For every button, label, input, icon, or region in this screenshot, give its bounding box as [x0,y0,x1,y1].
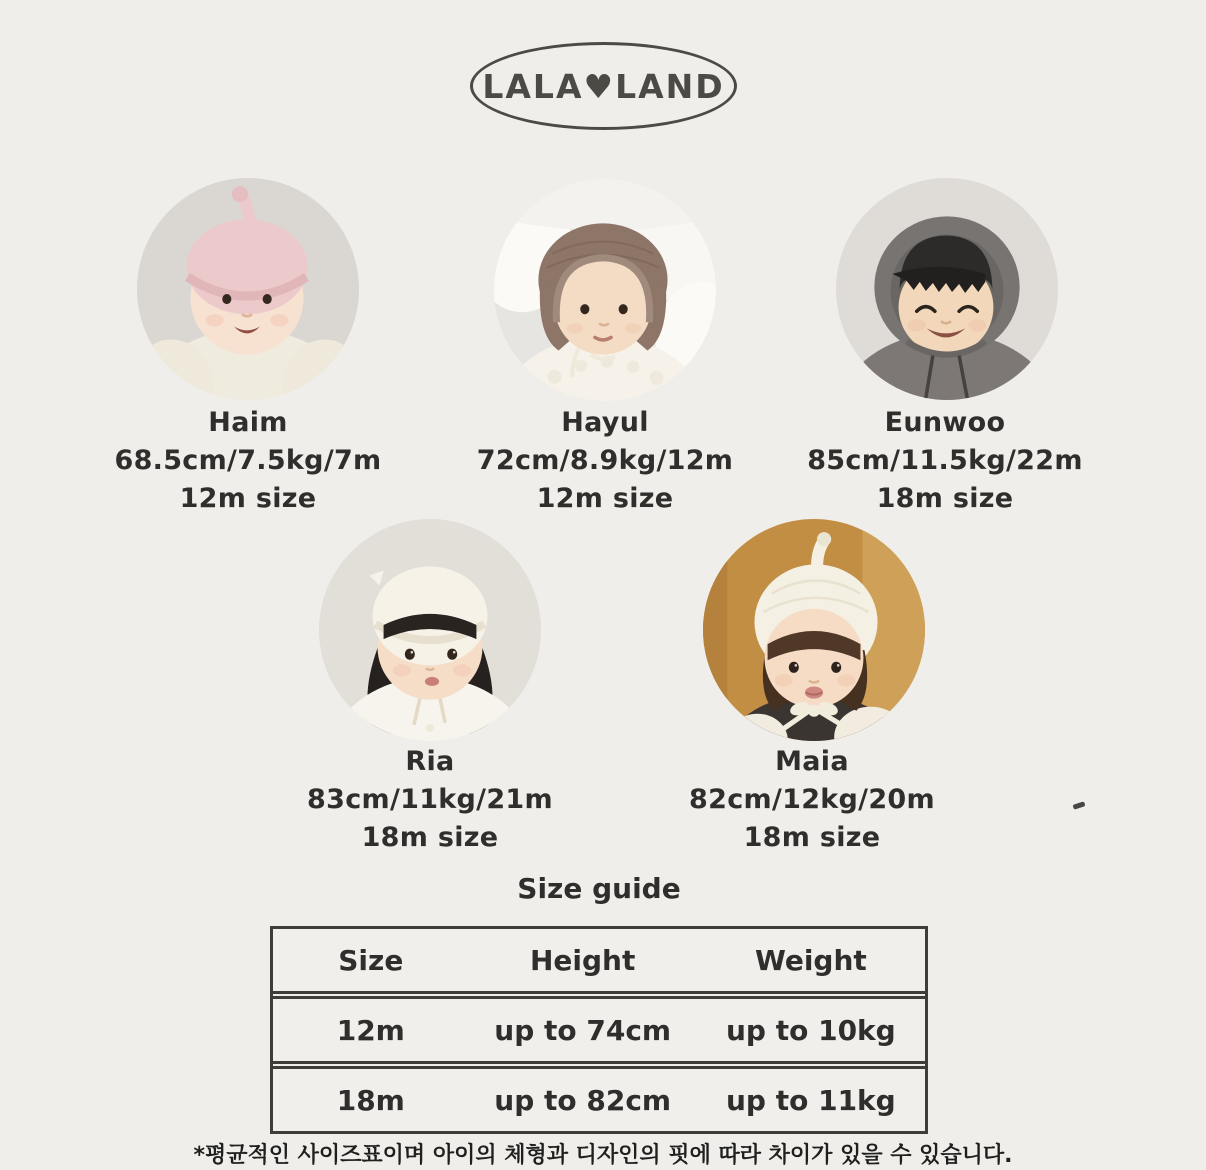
boy-illustration-eunwoo [836,178,1058,400]
cell-weight: up to 10kg [726,1013,896,1047]
model-caption-ria [250,743,610,857]
model-name: Eunwoo [884,407,1006,438]
column-header-weight: Weight [754,943,867,977]
cell-height: up to 74cm [494,1013,672,1047]
model-measurements: 82cm/12kg/20m [689,784,935,815]
model-photo-hayul [494,179,716,401]
model-size: 18m size [743,822,881,853]
model-photo-haim [137,178,359,400]
model-photo-maia [703,519,925,741]
size-guide-table [270,926,928,1134]
table-divider [273,1061,925,1069]
cell-height: up to 82cm [494,1083,672,1117]
girl-illustration-maia [703,519,925,741]
cursor-artifact [1073,801,1086,809]
table-header-row [273,929,925,991]
model-measurements: 83cm/11kg/21m [307,784,553,815]
model-name: Haim [208,407,288,438]
model-photo-ria [319,519,541,741]
cell-size: 12m [336,1013,405,1047]
size-guide-title: Size guide [517,872,681,905]
model-measurements: 85cm/11.5kg/22m [807,445,1083,476]
column-header-height: Height [529,943,636,977]
brand-logo [470,42,737,130]
size-guide-footnote: *평균적인 사이즈표이며 아이의 체형과 디자인의 핏에 따라 차이가 있을 수 있습니다. [193,1143,1013,1168]
cell-weight: up to 11kg [726,1083,896,1117]
model-caption-eunwoo [765,404,1125,518]
baby-illustration-haim [137,178,359,400]
model-name: Ria [405,746,455,777]
model-caption-hayul [425,404,785,518]
model-caption-maia [632,743,992,857]
table-row-12m [273,999,925,1061]
model-photo-eunwoo [836,178,1058,400]
model-name: Maia [775,746,849,777]
model-measurements: 68.5cm/7.5kg/7m [114,445,382,476]
model-size: 18m size [361,822,499,853]
model-size: 18m size [876,483,1014,514]
girl-illustration-ria [319,519,541,741]
table-row-18m [273,1069,925,1131]
model-size: 12m size [179,483,317,514]
model-size: 12m size [536,483,674,514]
model-measurements: 72cm/8.9kg/12m [476,445,734,476]
model-name: Hayul [561,407,649,438]
cell-size: 18m [336,1083,405,1117]
model-caption-haim [68,404,428,518]
brand-logo-text: LALA♥LAND [482,66,725,106]
baby-illustration-hayul [494,179,716,401]
column-header-size: Size [338,943,404,977]
table-divider [273,991,925,999]
